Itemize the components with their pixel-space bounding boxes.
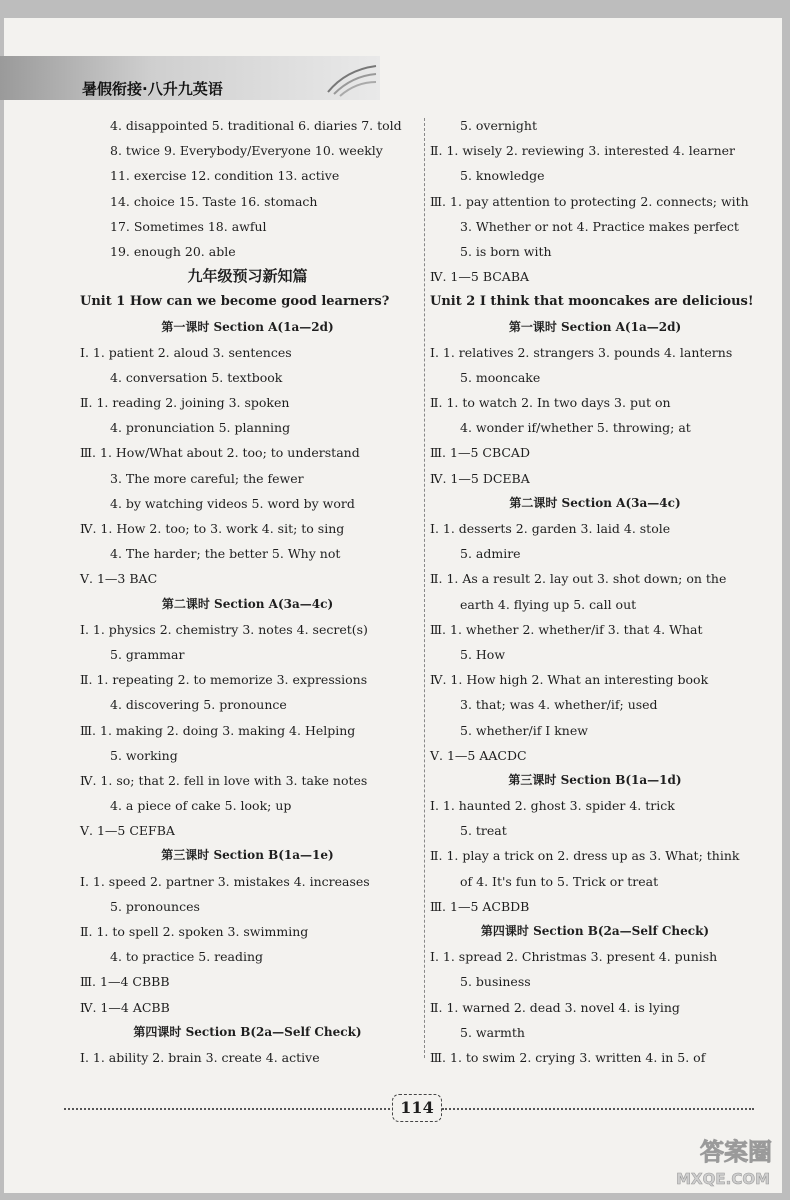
lesson-heading: 第四课时 Section B(2a—Self Check) — [133, 1024, 362, 1039]
answer-line: 3. that; was 4. whether/if; used — [460, 697, 658, 713]
answer-line: 5. is born with — [460, 243, 552, 259]
answer-line: Ⅰ. 1. speed 2. partner 3. mistakes 4. increases — [80, 873, 370, 889]
answer-line: Ⅴ. 1—5 AACDC — [430, 747, 527, 763]
answer-line: Ⅳ. 1. How 2. too; to 3. work 4. sit; to sing — [80, 521, 345, 536]
answer-line: Ⅳ. 1. How high 2. What an interesting book — [430, 672, 709, 688]
answer-line: 4. discovering 5. pronounce — [110, 697, 287, 713]
answer-line: 4. wonder if/whether 5. throwing; at — [460, 420, 691, 436]
answer-line: 4. to practice 5. reading — [110, 949, 264, 965]
answer-line: 11. exercise 12. condition 13. active — [110, 168, 340, 184]
answer-line: of 4. It's fun to 5. Trick or treat — [460, 873, 659, 889]
answer-line: 5. How — [460, 646, 506, 662]
answer-line: 5. knowledge — [460, 168, 545, 184]
answer-line: Ⅱ. 1. to watch 2. In two days 3. put on — [430, 395, 671, 411]
lesson-heading: 第三课时 Section B(1a—1e) — [161, 848, 334, 863]
answer-line: 5. warmth — [460, 1024, 525, 1040]
answer-line: Ⅲ. 1—5 ACBDB — [430, 898, 530, 914]
answer-line: Ⅲ. 1. whether 2. whether/if 3. that 4. What — [430, 621, 703, 637]
answer-line: Ⅱ. 1. play a trick on 2. dress up as 3. What; think — [430, 848, 740, 864]
answer-line: Ⅲ. 1—5 CBCAD — [430, 445, 530, 461]
answer-line: Ⅱ. 1. As a result 2. lay out 3. shot down; on the — [430, 571, 727, 587]
page-number: 114 — [392, 1094, 442, 1122]
lesson-heading: 第一课时 Section A(1a—2d) — [161, 319, 334, 334]
unit-title: Unit 1 How can we become good learners? — [80, 294, 390, 310]
answer-line: Ⅰ. 1. patient 2. aloud 3. sentences — [80, 344, 292, 360]
answer-line: 4. a piece of cake 5. look; up — [110, 798, 292, 814]
right-answer-column — [430, 113, 760, 1070]
answer-line: Ⅲ. 1. making 2. doing 3. making 4. Helping — [80, 722, 356, 738]
answer-line: Ⅳ. 1—5 DCEBA — [430, 470, 530, 486]
answer-line: Ⅲ. 1. How/What about 2. too; to understand — [80, 445, 360, 461]
book-title: 暑假衔接·八升九英语 — [82, 80, 223, 98]
answer-line: Ⅰ. 1. spread 2. Christmas 3. present 4. punish — [430, 949, 718, 965]
answer-line: 5. pronounces — [110, 898, 200, 914]
answer-line: 3. Whether or not 4. Practice makes perfect — [460, 218, 739, 234]
answer-line: 3. The more careful; the fewer — [110, 470, 304, 486]
answer-line: 4. pronunciation 5. planning — [110, 420, 291, 436]
answer-line: Ⅰ. 1. haunted 2. ghost 3. spider 4. trick — [430, 798, 675, 814]
lesson-heading: 第四课时 Section B(2a—Self Check) — [480, 924, 710, 938]
answer-line: Ⅲ. 1. to swim 2. crying 3. written 4. in 5. of — [430, 1049, 706, 1065]
answer-line: Ⅰ. 1. desserts 2. garden 3. laid 4. stole — [430, 521, 671, 536]
answer-line: 5. treat — [460, 823, 507, 839]
answer-line: Ⅱ. 1. to spell 2. spoken 3. swimming — [80, 924, 309, 939]
answer-line: Ⅱ. 1. repeating 2. to memorize 3. expressions — [80, 672, 368, 688]
answer-line: 5. mooncake — [460, 369, 541, 385]
answer-line: Ⅳ. 1—4 ACBB — [80, 999, 170, 1015]
answer-line: 5. overnight — [460, 118, 537, 133]
answer-line: 8. twice 9. Everybody/Everyone 10. weekly — [110, 143, 383, 159]
answer-line: earth 4. flying up 5. call out — [460, 596, 637, 612]
header-decoration-icon — [326, 62, 378, 98]
answer-line: Ⅰ. 1. physics 2. chemistry 3. notes 4. secret(s) — [80, 621, 368, 637]
footer-dotted-line-right — [442, 1108, 754, 1110]
watermark-logo — [660, 1130, 780, 1190]
column-divider — [424, 118, 425, 1058]
answer-line: Ⅲ. 1—4 CBBB — [80, 974, 170, 990]
footer-dotted-line-left — [64, 1108, 390, 1110]
answer-line: 17. Sometimes 18. awful — [110, 218, 267, 234]
answer-line: 4. The harder; the better 5. Why not — [110, 546, 341, 562]
answer-line: 4. disappointed 5. traditional 6. diaries 7. told — [110, 118, 402, 133]
answer-line: 14. choice 15. Taste 16. stomach — [110, 193, 318, 209]
answer-line: Ⅱ. 1. reading 2. joining 3. spoken — [80, 395, 290, 411]
lesson-heading: 第二课时 Section A(3a—4c) — [161, 596, 334, 611]
answer-line: Ⅴ. 1—3 BAC — [80, 571, 158, 587]
lesson-heading: 第三课时 Section B(1a—1d) — [508, 772, 682, 787]
answer-line: 4. by watching videos 5. word by word — [110, 495, 355, 511]
lesson-heading: 第一课时 Section A(1a—2d) — [508, 319, 682, 334]
answer-line: 5. grammar — [110, 646, 185, 662]
answer-line: 4. conversation 5. textbook — [110, 369, 283, 385]
answer-line: Ⅱ. 1. warned 2. dead 3. novel 4. is lying — [430, 999, 680, 1015]
answer-line: Ⅰ. 1. relatives 2. strangers 3. pounds 4. lanterns — [430, 344, 733, 360]
answer-line: 5. admire — [460, 546, 521, 562]
left-answer-column — [80, 113, 415, 1070]
answer-line: 19. enough 20. able — [110, 243, 236, 259]
answer-line: Ⅳ. 1—5 BCABA — [430, 269, 530, 285]
answer-line: 5. business — [460, 974, 531, 990]
answer-line: Ⅰ. 1. ability 2. brain 3. create 4. active — [80, 1049, 320, 1065]
watermark-url: MXQE.COM — [676, 1170, 770, 1188]
answer-line: 5. working — [110, 747, 178, 763]
lesson-heading: 第二课时 Section A(3a—4c) — [509, 495, 681, 510]
watermark-brand: 答案圈 — [700, 1138, 772, 1166]
answer-line: Ⅲ. 1. pay attention to protecting 2. connects; with — [430, 193, 749, 209]
answer-line: Ⅱ. 1. wisely 2. reviewing 3. interested 4. learner — [430, 143, 736, 159]
answer-line: 5. whether/if I knew — [460, 722, 588, 738]
answer-line: Ⅴ. 1—5 CEFBA — [80, 823, 175, 839]
answer-line: Ⅳ. 1. so; that 2. fell in love with 3. take notes — [80, 772, 368, 788]
section-heading: 九年级预习新知篇 — [187, 267, 308, 286]
unit-title: Unit 2 I think that mooncakes are delicious! — [430, 294, 754, 310]
